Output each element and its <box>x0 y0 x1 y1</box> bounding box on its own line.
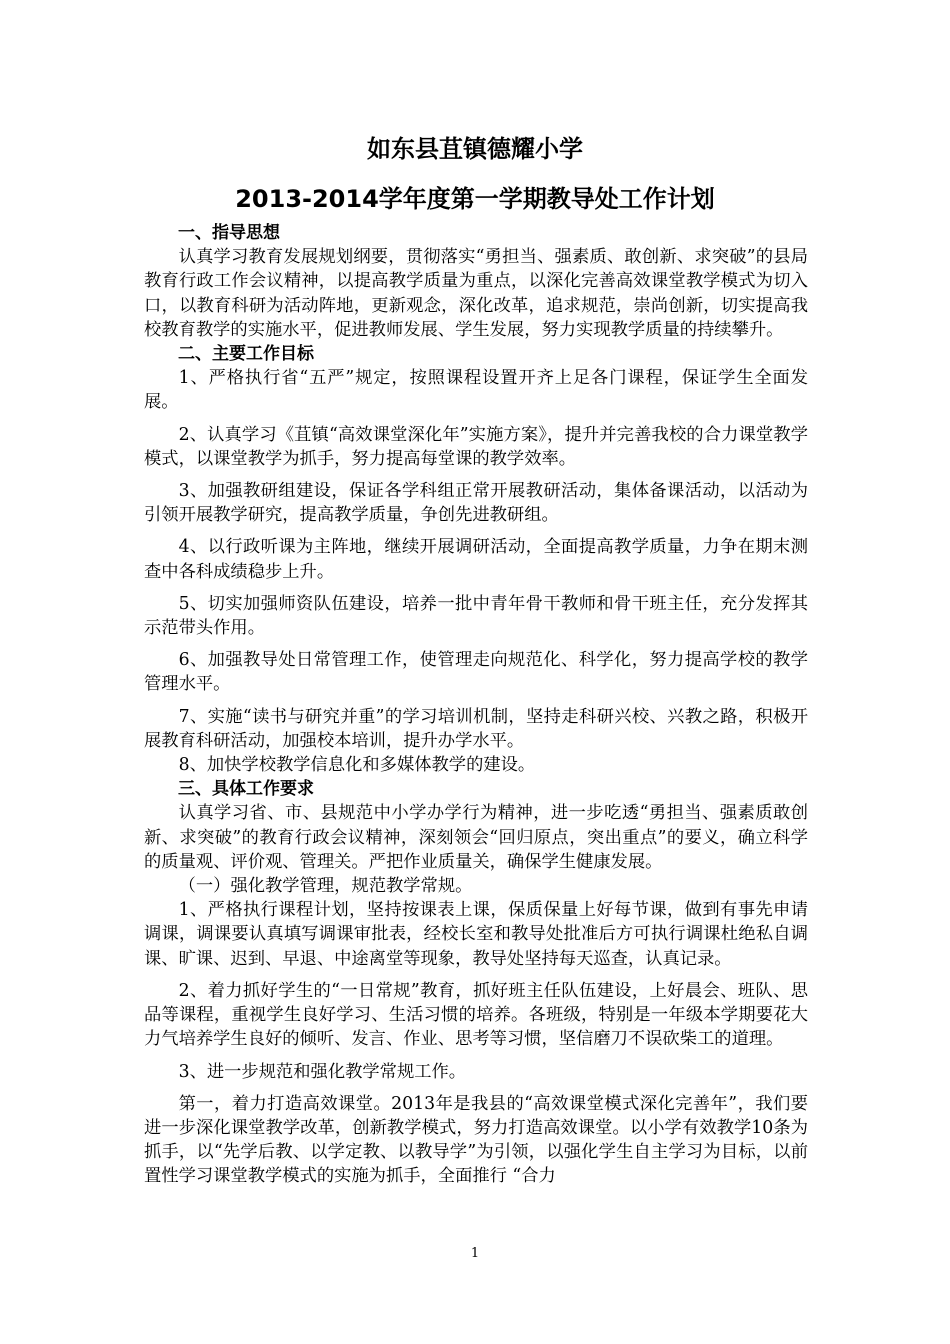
paragraph: 2、认真学习《苴镇“高效课堂深化年”实施方案》，提升并完善我校的合力课堂教学模式，以课堂教学为抓手，努力提高每堂课的教学效率。 <box>144 424 808 469</box>
paragraph: （一）强化教学管理，规范教学常规。 <box>178 876 473 897</box>
paragraph: 认真学习省、市、县规范中小学办学行为精神，进一步吃透“勇担当、强素质敢创新、求突破”的教育行政会议精神，深刻领会“回归原点，突出重点”的要义，确立科学的质量观、评价观、管理关。严把作业质量关，确保学生健康发展。 <box>144 803 808 872</box>
paragraph: 6、加强教导处日常管理工作，使管理走向规范化、科学化，努力提高学校的教学管理水平。 <box>144 650 808 695</box>
school-title: 如东县苴镇德耀小学 <box>367 135 583 163</box>
paragraph: 第一，着力打造高效课堂。2013年是我县的“高效课堂模式深化完善年”，我们要进一步深化课堂教学改革，创新教学模式，努力打造高效课堂。以小学有效教学10条为抓手，以“先学后教、以学定教、以教导学”为引领，以强化学生自主学习为目标，以前置性学习课堂教学模式的实施为抓手，全面推行 “合力 <box>144 1093 808 1187</box>
paragraph: 1、严格执行省“五严”规定，按照课程设置开齐上足各门课程，保证学生全面发展。 <box>144 368 808 413</box>
paragraph: 3、加强教研组建设，保证各学科组正常开展教研活动，集体备课活动，以活动为引领开展教学研究，提高教学质量，争创先进教研组。 <box>144 481 808 526</box>
document-body <box>144 221 808 1189</box>
page-number: 1 <box>470 1246 480 1261</box>
paragraph: 2、着力抓好学生的“一日常规”教育，抓好班主任队伍建设，上好晨会、班队、思品等课程，重视学生良好学习、生活习惯的培养。各班级，特别是一年级本学期要花大力气培养学生良好的倾听、发言、作业、思考等习惯，坚信磨刀不误砍柴工的道理。 <box>144 980 808 1050</box>
section-heading: 二、主要工作目标 <box>178 344 314 365</box>
paragraph: 3、进一步规范和强化教学常规工作。 <box>178 1061 467 1082</box>
paragraph: 5、切实加强师资队伍建设，培养一批中青年骨干教师和骨干班主任，充分发挥其示范带头作用。 <box>144 593 808 639</box>
paragraph: 4、以行政听课为主阵地，继续开展调研活动，全面提高教学质量，力争在期末测查中各科成绩稳步上升。 <box>144 537 808 582</box>
section-heading: 三、具体工作要求 <box>178 779 314 800</box>
paragraph: 认真学习教育发展规划纲要，贯彻落实“勇担当、强素质、敢创新、求突破”的县局教育行政工作会议精神，以提高教学质量为重点，以深化完善高效课堂教学模式为切入口，以教育科研为活动阵地，更新观念，深化改革，追求规范，崇尚创新，切实提高我校教育教学的实施水平，促进教师发展、学生发展，努力实现教学质量的持续攀升。 <box>144 247 808 340</box>
section-heading: 一、指导思想 <box>178 223 280 243</box>
paragraph: 8、加快学校教学信息化和多媒体教学的建设。 <box>178 755 536 776</box>
paragraph: 7、实施“读书与研究并重”的学习培训机制，坚持走科研兴校、兴教之路，积极开展教育科研活动，加强校本培训，提升办学水平。 <box>144 706 808 751</box>
paragraph: 1、严格执行课程计划，坚持按课表上课，保质保量上好每节课，做到有事先申请调课，调课要认真填写调课审批表，经校长室和教导处批准后方可执行调课杜绝私自调课、旷课、迟到、早退、中途离堂等现象，教导处坚持每天巡查，认真记录。 <box>144 900 808 969</box>
plan-title: 2013-2014学年度第一学期教导处工作计划 <box>235 185 715 213</box>
